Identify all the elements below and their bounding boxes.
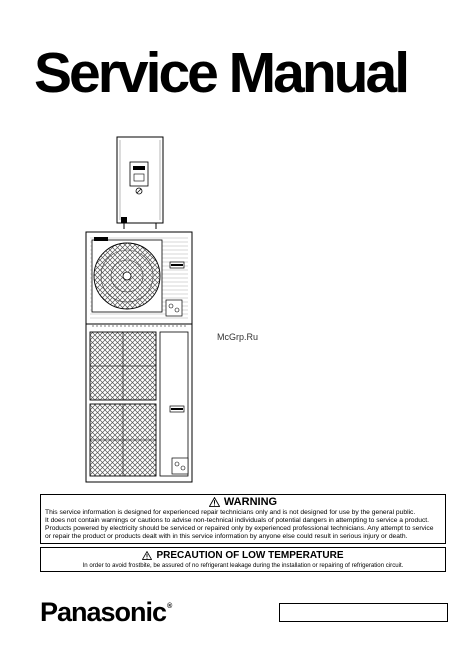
warning-line: It does not contain warnings or cautions to advise non-technical individuals of potential dangers in attempting to service a product. (45, 517, 430, 524)
warning-triangle-icon (209, 497, 220, 507)
warning-text (41, 509, 445, 541)
registered-mark: ® (167, 603, 173, 610)
precaution-heading-row (41, 550, 445, 561)
indoor-unit (117, 137, 163, 229)
brand-name: Panasonic (40, 597, 167, 627)
page-title: Service Manual (34, 41, 408, 105)
warning-line: or repair the product or products dealt with in this service information by anyone else could result in serious injury or death. (45, 533, 408, 540)
outdoor-unit-double-fan (86, 324, 192, 482)
precaution-box (40, 547, 446, 572)
warning-box (40, 494, 446, 544)
warning-line: This service information is designed for experienced repair technicians only and is not designed for use by the general public. (45, 509, 416, 516)
warning-line: Products powered by electricity should be serviced or repaired only by experienced professional technicians. Any attempt to service (45, 525, 434, 532)
precaution-heading: PRECAUTION OF LOW TEMPERATURE (156, 550, 344, 561)
warning-heading: WARNING (223, 496, 278, 508)
model-number-field (279, 603, 448, 622)
warning-heading-row (41, 496, 445, 508)
brand-logo (40, 597, 172, 628)
outdoor-unit-single-fan (86, 232, 192, 324)
warning-triangle-icon (142, 551, 152, 560)
watermark: McGrp.Ru (217, 332, 259, 342)
precaution-text: In order to avoid frostbite, be assured of no refrigerant leakage during the installation or repairing of refrigeration circuit. (82, 562, 404, 569)
